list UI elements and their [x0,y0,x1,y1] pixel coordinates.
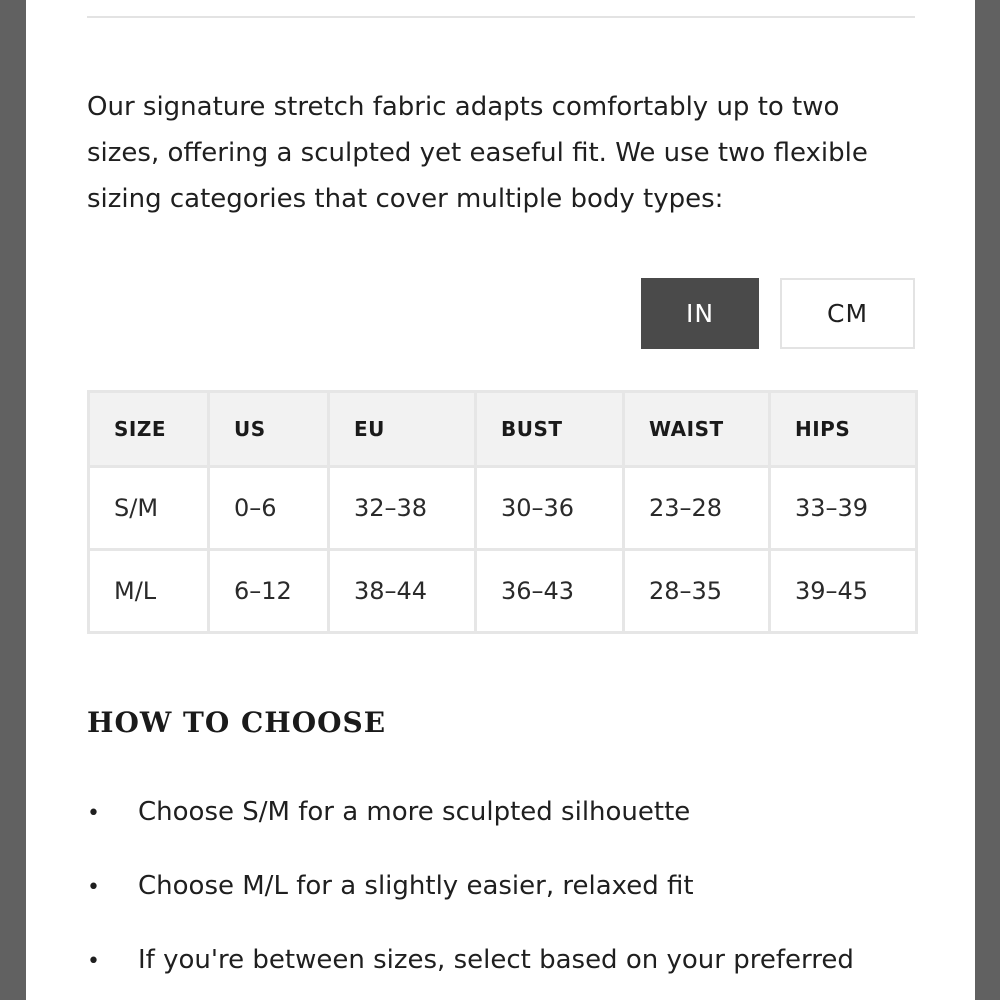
cell-hips: 39–45 [770,550,917,633]
bullet-icon: • [87,801,100,826]
divider [87,16,915,18]
unit-cm-button[interactable]: CM [780,278,915,349]
bullet-icon: • [87,949,100,974]
cell-hips: 33–39 [770,467,917,550]
cell-bust: 30–36 [476,467,624,550]
cell-waist: 28–35 [624,550,770,633]
unit-in-button[interactable]: IN [641,278,759,349]
list-item [87,864,907,938]
cell-us: 0–6 [209,467,329,550]
size-chart-table [87,390,918,634]
list-item [87,938,907,1000]
bullet-icon: • [87,875,100,900]
cell-us: 6–12 [209,550,329,633]
how-to-choose-heading: HOW TO CHOOSE [87,706,387,739]
header-us: US [209,392,329,467]
header-size: SIZE [89,392,209,467]
header-waist: WAIST [624,392,770,467]
table-row [89,467,917,550]
cell-size: M/L [89,550,209,633]
header-bust: BUST [476,392,624,467]
how-to-choose-list [87,790,907,1000]
list-item-text: Choose M/L for a slightly easier, relaxed fit [138,871,694,901]
table-header-row [89,392,917,467]
cell-eu: 32–38 [329,467,476,550]
list-item [87,790,907,864]
unit-toggle [26,278,975,350]
intro-text: Our signature stretch fabric adapts comfortably up to two sizes, offering a sculpted yet easeful fit. We use two flexible sizing categories that cover multiple body types: [87,92,868,214]
cell-waist: 23–28 [624,467,770,550]
table-row [89,550,917,633]
cell-eu: 38–44 [329,550,476,633]
list-item-text: If you're between sizes, select based on your preferred [138,945,854,975]
cell-bust: 36–43 [476,550,624,633]
header-hips: HIPS [770,392,917,467]
size-guide-panel [26,0,975,1000]
header-eu: EU [329,392,476,467]
cell-size: S/M [89,467,209,550]
list-item-text: Choose S/M for a more sculpted silhouette [138,797,691,827]
